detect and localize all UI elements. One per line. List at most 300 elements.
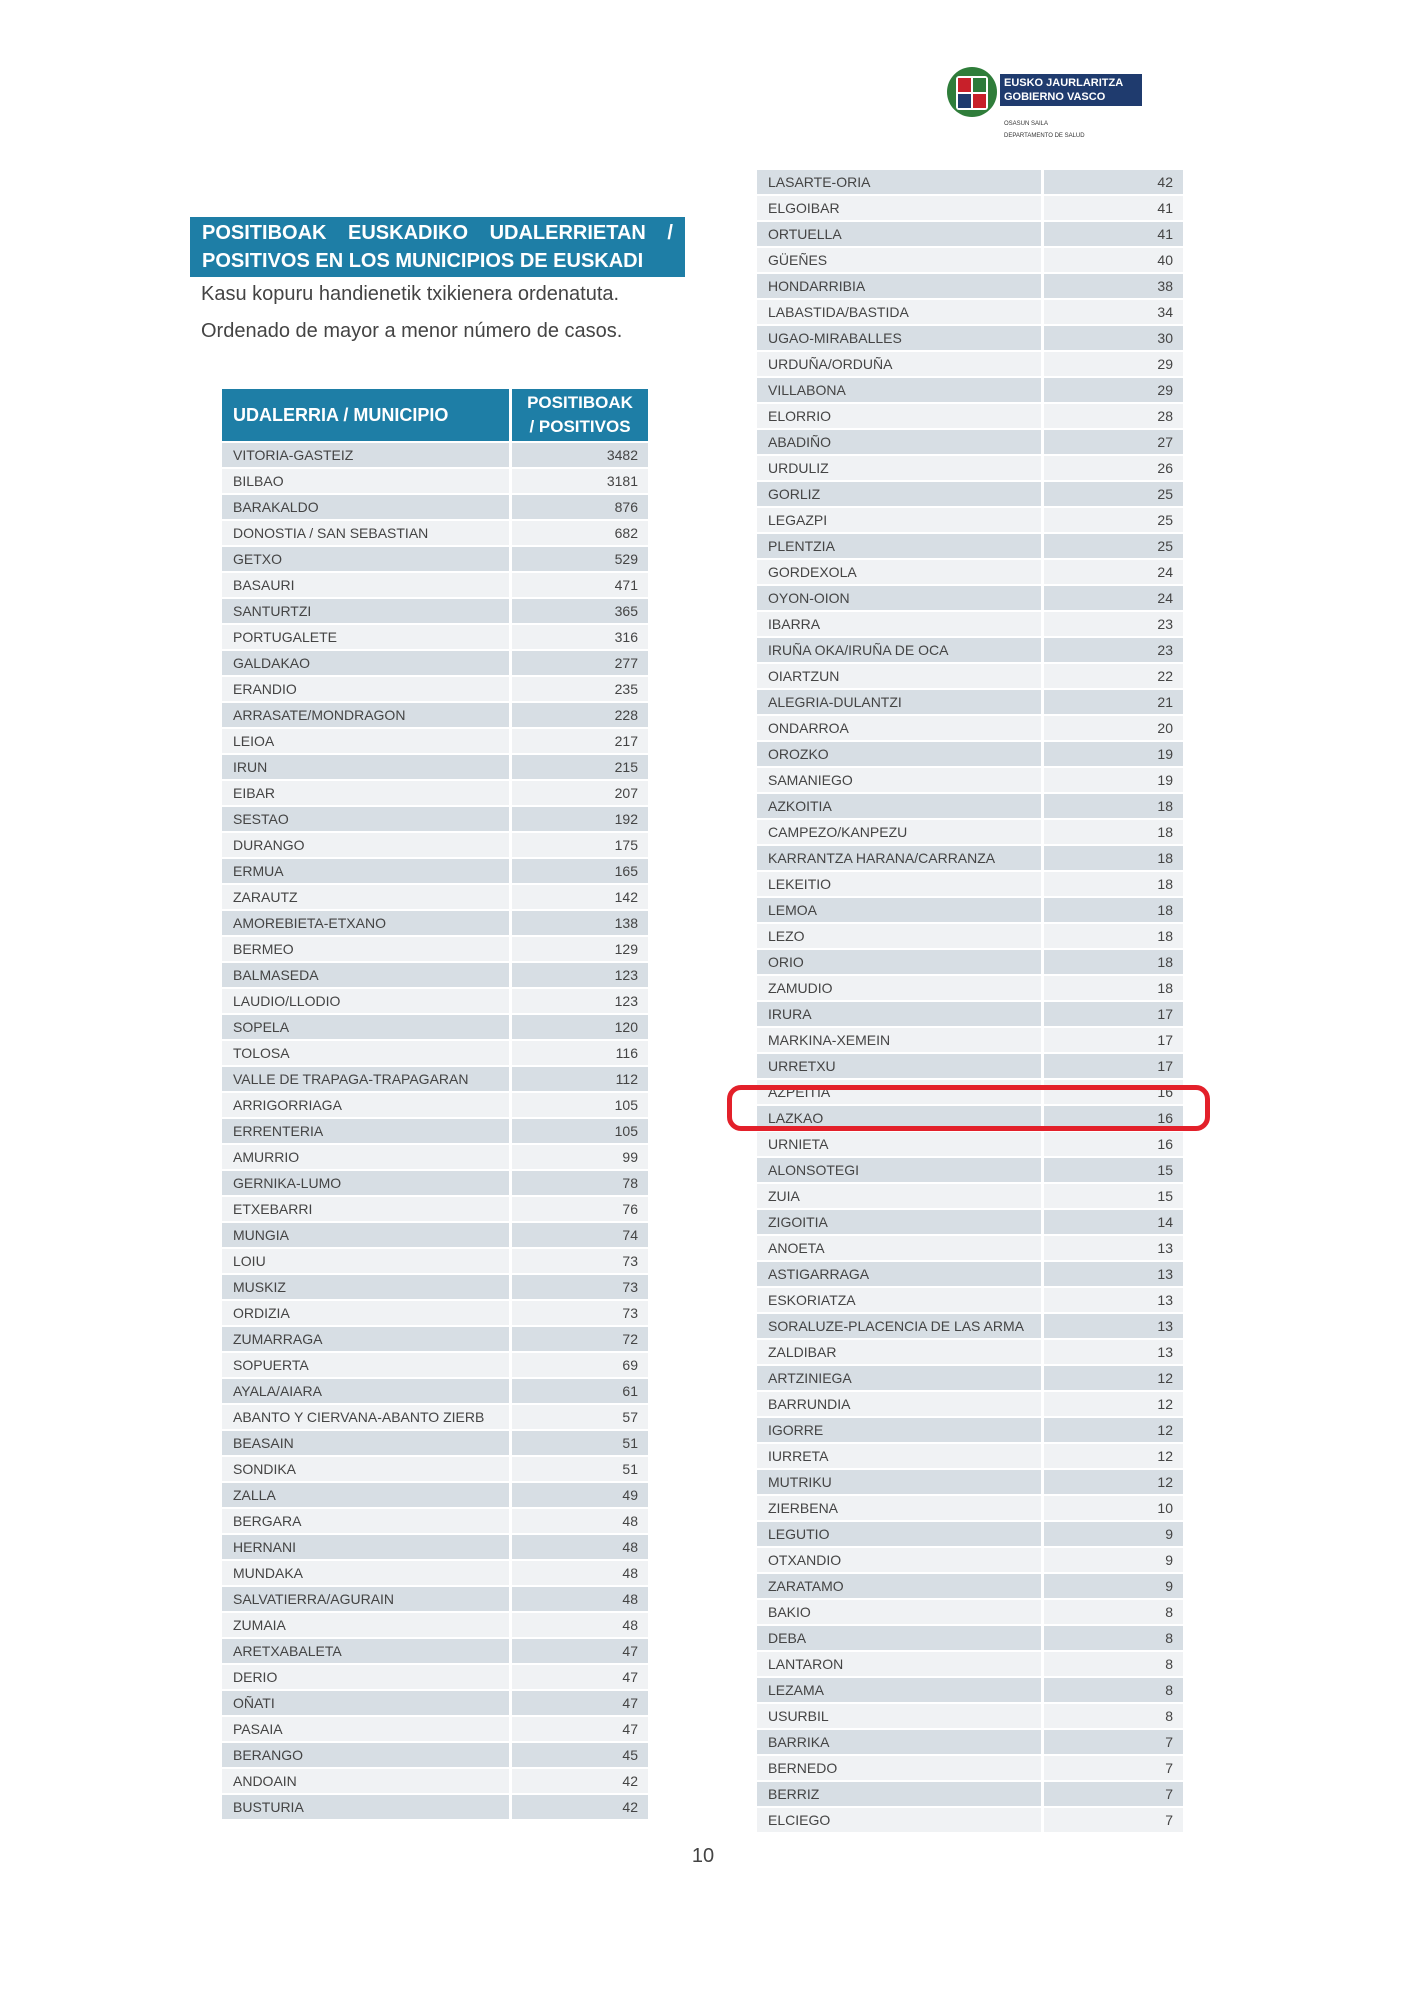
positives-cell: 3482 bbox=[512, 443, 648, 467]
department-label bbox=[1004, 118, 1085, 142]
positives-cell: 16 bbox=[1044, 1106, 1183, 1130]
municipality-cell: ERMUA bbox=[222, 859, 512, 883]
positives-cell: 10 bbox=[1044, 1496, 1183, 1520]
positives-cell: 28 bbox=[1044, 404, 1183, 428]
table-row bbox=[222, 1483, 648, 1507]
positives-cell: 316 bbox=[512, 625, 648, 649]
municipality-cell: IRUN bbox=[222, 755, 512, 779]
positives-cell: 61 bbox=[512, 1379, 648, 1403]
positives-cell: 365 bbox=[512, 599, 648, 623]
table-row bbox=[757, 742, 1183, 766]
municipality-cell: MUTRIKU bbox=[757, 1470, 1044, 1494]
positives-cell: 19 bbox=[1044, 768, 1183, 792]
municipality-cell: ALEGRIA-DULANTZI bbox=[757, 690, 1044, 714]
municipality-cell: LASARTE-ORIA bbox=[757, 170, 1044, 194]
positives-cell: 12 bbox=[1044, 1366, 1183, 1390]
municipality-cell: DONOSTIA / SAN SEBASTIAN bbox=[222, 521, 512, 545]
municipality-cell: ZUMARRAGA bbox=[222, 1327, 512, 1351]
municipality-cell: LEKEITIO bbox=[757, 872, 1044, 896]
table-row bbox=[222, 547, 648, 571]
municipality-cell: IRURA bbox=[757, 1002, 1044, 1026]
positives-cell: 7 bbox=[1044, 1756, 1183, 1780]
municipality-cell: GETXO bbox=[222, 547, 512, 571]
table-row bbox=[757, 1600, 1183, 1624]
table-row bbox=[757, 872, 1183, 896]
municipality-cell: ARTZINIEGA bbox=[757, 1366, 1044, 1390]
table-row bbox=[222, 1509, 648, 1533]
municipality-cell: IRUÑA OKA/IRUÑA DE OCA bbox=[757, 638, 1044, 662]
table-row bbox=[222, 1379, 648, 1403]
positives-cell: 29 bbox=[1044, 352, 1183, 376]
municipality-cell: GALDAKAO bbox=[222, 651, 512, 675]
positives-cell: 8 bbox=[1044, 1600, 1183, 1624]
table-row bbox=[757, 534, 1183, 558]
table-row bbox=[222, 885, 648, 909]
positives-cell: 29 bbox=[1044, 378, 1183, 402]
municipality-cell: LEGAZPI bbox=[757, 508, 1044, 532]
municipality-cell: MUNDAKA bbox=[222, 1561, 512, 1585]
table-row bbox=[222, 1067, 648, 1091]
municipality-cell: ETXEBARRI bbox=[222, 1197, 512, 1221]
table-row bbox=[757, 898, 1183, 922]
subtitle-spanish: Ordenado de mayor a menor número de casos. bbox=[201, 320, 623, 342]
table-row bbox=[757, 846, 1183, 870]
positives-cell: 529 bbox=[512, 547, 648, 571]
positives-cell: 69 bbox=[512, 1353, 648, 1377]
positives-cell: 23 bbox=[1044, 638, 1183, 662]
municipality-cell: URRETXU bbox=[757, 1054, 1044, 1078]
title-word: EUSKADIKO bbox=[348, 222, 469, 244]
table-row bbox=[757, 690, 1183, 714]
municipality-cell: TOLOSA bbox=[222, 1041, 512, 1065]
municipality-cell: URDULIZ bbox=[757, 456, 1044, 480]
positives-cell: 14 bbox=[1044, 1210, 1183, 1234]
subtitle-basque: Kasu kopuru handienetik txikienera ordenatuta. bbox=[201, 283, 620, 305]
positives-cell: 25 bbox=[1044, 482, 1183, 506]
table-row bbox=[757, 326, 1183, 350]
positives-cell: 105 bbox=[512, 1119, 648, 1143]
positives-cell: 72 bbox=[512, 1327, 648, 1351]
municipality-cell: IBARRA bbox=[757, 612, 1044, 636]
table-row bbox=[222, 1327, 648, 1351]
table-row bbox=[222, 1587, 648, 1611]
municipality-cell: ZALLA bbox=[222, 1483, 512, 1507]
positives-cell: 116 bbox=[512, 1041, 648, 1065]
table-row bbox=[757, 274, 1183, 298]
positives-cell: 47 bbox=[512, 1691, 648, 1715]
municipality-cell: BUSTURIA bbox=[222, 1795, 512, 1819]
logo-line-2: GOBIERNO VASCO bbox=[1004, 91, 1106, 103]
positives-cell: 682 bbox=[512, 521, 648, 545]
positives-cell: 217 bbox=[512, 729, 648, 753]
positives-cell: 57 bbox=[512, 1405, 648, 1429]
title-word: / bbox=[667, 222, 673, 244]
positives-cell: 20 bbox=[1044, 716, 1183, 740]
table-row bbox=[757, 1704, 1183, 1728]
table-row bbox=[222, 1353, 648, 1377]
table-row bbox=[757, 404, 1183, 428]
positives-cell: 7 bbox=[1044, 1808, 1183, 1832]
positives-cell: 21 bbox=[1044, 690, 1183, 714]
table-row bbox=[757, 1366, 1183, 1390]
positives-cell: 74 bbox=[512, 1223, 648, 1247]
table-row bbox=[222, 1535, 648, 1559]
municipality-cell: BILBAO bbox=[222, 469, 512, 493]
positives-cell: 7 bbox=[1044, 1730, 1183, 1754]
positives-cell: 48 bbox=[512, 1613, 648, 1637]
municipality-cell: BERGARA bbox=[222, 1509, 512, 1533]
municipality-cell: ONDARROA bbox=[757, 716, 1044, 740]
positives-cell: 12 bbox=[1044, 1418, 1183, 1442]
municipality-cell: ORDIZIA bbox=[222, 1301, 512, 1325]
table-row bbox=[757, 1210, 1183, 1234]
table-row bbox=[222, 1613, 648, 1637]
municipality-cell: BEASAIN bbox=[222, 1431, 512, 1455]
table-body-left bbox=[222, 443, 648, 1819]
positives-cell: 13 bbox=[1044, 1288, 1183, 1312]
table-row bbox=[757, 1782, 1183, 1806]
municipality-cell: ELCIEGO bbox=[757, 1808, 1044, 1832]
municipality-cell: GERNIKA-LUMO bbox=[222, 1171, 512, 1195]
municipality-cell: IURRETA bbox=[757, 1444, 1044, 1468]
table-row bbox=[757, 1184, 1183, 1208]
department-line-1: OSASUN SAILA bbox=[1004, 121, 1049, 127]
positives-cell: 15 bbox=[1044, 1184, 1183, 1208]
table-row bbox=[222, 495, 648, 519]
municipality-cell: HERNANI bbox=[222, 1535, 512, 1559]
municipality-cell: BARRIKA bbox=[757, 1730, 1044, 1754]
positives-cell: 17 bbox=[1044, 1054, 1183, 1078]
table-row bbox=[222, 989, 648, 1013]
table-row bbox=[757, 300, 1183, 324]
positives-cell: 48 bbox=[512, 1509, 648, 1533]
header-municipality: UDALERRIA / MUNICIPIO bbox=[222, 389, 512, 441]
positives-cell: 48 bbox=[512, 1587, 648, 1611]
municipality-cell: ANOETA bbox=[757, 1236, 1044, 1260]
table-row bbox=[222, 781, 648, 805]
municipality-cell: BALMASEDA bbox=[222, 963, 512, 987]
table-row bbox=[757, 352, 1183, 376]
municipality-cell: BARAKALDO bbox=[222, 495, 512, 519]
municipality-cell: ZIGOITIA bbox=[757, 1210, 1044, 1234]
municipality-cell: ZARAUTZ bbox=[222, 885, 512, 909]
municipality-cell: BERRIZ bbox=[757, 1782, 1044, 1806]
positives-cell: 51 bbox=[512, 1457, 648, 1481]
table-row bbox=[757, 560, 1183, 584]
table-row bbox=[222, 1301, 648, 1325]
positives-cell: 22 bbox=[1044, 664, 1183, 688]
positives-cell: 138 bbox=[512, 911, 648, 935]
table-row bbox=[222, 1431, 648, 1455]
table-row bbox=[757, 924, 1183, 948]
municipality-cell: URDUÑA/ORDUÑA bbox=[757, 352, 1044, 376]
logo-line-1: EUSKO JAURLARITZA bbox=[1004, 77, 1124, 89]
table-row bbox=[757, 1756, 1183, 1780]
positives-cell: 13 bbox=[1044, 1236, 1183, 1260]
positives-cell: 8 bbox=[1044, 1652, 1183, 1676]
positives-cell: 16 bbox=[1044, 1080, 1183, 1104]
positives-cell: 471 bbox=[512, 573, 648, 597]
positives-cell: 9 bbox=[1044, 1574, 1183, 1598]
table-row bbox=[757, 794, 1183, 818]
municipality-cell: ARRIGORRIAGA bbox=[222, 1093, 512, 1117]
positives-cell: 16 bbox=[1044, 1132, 1183, 1156]
table-row bbox=[757, 1236, 1183, 1260]
title-word: UDALERRIETAN bbox=[489, 222, 646, 244]
municipality-cell: AZKOITIA bbox=[757, 794, 1044, 818]
municipality-cell: AZPEITIA bbox=[757, 1080, 1044, 1104]
section-title bbox=[190, 217, 685, 277]
positives-cell: 18 bbox=[1044, 924, 1183, 948]
table-row bbox=[757, 1522, 1183, 1546]
positives-cell: 34 bbox=[1044, 300, 1183, 324]
table-row bbox=[222, 1795, 648, 1819]
positives-cell: 73 bbox=[512, 1301, 648, 1325]
municipality-cell: MARKINA-XEMEIN bbox=[757, 1028, 1044, 1052]
table-row bbox=[222, 521, 648, 545]
positives-cell: 38 bbox=[1044, 274, 1183, 298]
municipality-cell: BARRUNDIA bbox=[757, 1392, 1044, 1416]
positives-cell: 24 bbox=[1044, 586, 1183, 610]
positives-cell: 13 bbox=[1044, 1262, 1183, 1286]
table-row bbox=[757, 1808, 1183, 1832]
table-row bbox=[222, 651, 648, 675]
municipality-cell: AMOREBIETA-ETXANO bbox=[222, 911, 512, 935]
table-row bbox=[757, 1054, 1183, 1078]
positives-cell: 18 bbox=[1044, 898, 1183, 922]
municipality-cell: DEBA bbox=[757, 1626, 1044, 1650]
positives-cell: 30 bbox=[1044, 326, 1183, 350]
table-row bbox=[222, 1457, 648, 1481]
municipality-cell: ARETXABALETA bbox=[222, 1639, 512, 1663]
municipality-cell: SESTAO bbox=[222, 807, 512, 831]
municipality-cell: HONDARRIBIA bbox=[757, 274, 1044, 298]
municipality-cell: AYALA/AIARA bbox=[222, 1379, 512, 1403]
municipality-cell: SOPELA bbox=[222, 1015, 512, 1039]
positives-cell: 27 bbox=[1044, 430, 1183, 454]
table-row bbox=[757, 1002, 1183, 1026]
municipality-cell: UGAO-MIRABALLES bbox=[757, 326, 1044, 350]
municipality-cell: LEZAMA bbox=[757, 1678, 1044, 1702]
positives-cell: 9 bbox=[1044, 1522, 1183, 1546]
municipality-cell: ARRASATE/MONDRAGON bbox=[222, 703, 512, 727]
municipality-cell: GÜEÑES bbox=[757, 248, 1044, 272]
table-row bbox=[757, 508, 1183, 532]
positives-cell: 17 bbox=[1044, 1002, 1183, 1026]
table-row bbox=[222, 1171, 648, 1195]
positives-cell: 7 bbox=[1044, 1782, 1183, 1806]
municipality-cell: MUSKIZ bbox=[222, 1275, 512, 1299]
table-row bbox=[757, 1574, 1183, 1598]
header-positives bbox=[512, 389, 648, 441]
municipality-cell: LEZO bbox=[757, 924, 1044, 948]
header-positives-line-1: POSITIBOAK bbox=[527, 393, 633, 412]
table-row bbox=[757, 1730, 1183, 1754]
municipality-cell: ABADIÑO bbox=[757, 430, 1044, 454]
positives-cell: 112 bbox=[512, 1067, 648, 1091]
table-row bbox=[757, 378, 1183, 402]
positives-cell: 228 bbox=[512, 703, 648, 727]
municipality-cell: PASAIA bbox=[222, 1717, 512, 1741]
positives-cell: 23 bbox=[1044, 612, 1183, 636]
government-logo bbox=[946, 62, 1146, 142]
table-row bbox=[222, 599, 648, 623]
table-row bbox=[222, 1665, 648, 1689]
table-row bbox=[757, 482, 1183, 506]
municipality-cell: ASTIGARRAGA bbox=[757, 1262, 1044, 1286]
municipality-cell: KARRANTZA HARANA/CARRANZA bbox=[757, 846, 1044, 870]
table-row bbox=[222, 1015, 648, 1039]
positives-cell: 41 bbox=[1044, 222, 1183, 246]
table-row bbox=[757, 1626, 1183, 1650]
table-row bbox=[222, 1769, 648, 1793]
positives-cell: 8 bbox=[1044, 1678, 1183, 1702]
positives-cell: 15 bbox=[1044, 1158, 1183, 1182]
municipality-cell: BASAURI bbox=[222, 573, 512, 597]
municipality-cell: ERANDIO bbox=[222, 677, 512, 701]
municipality-cell: ABANTO Y CIERVANA-ABANTO ZIERB bbox=[222, 1405, 512, 1429]
positives-cell: 18 bbox=[1044, 846, 1183, 870]
positives-cell: 13 bbox=[1044, 1340, 1183, 1364]
positives-cell: 41 bbox=[1044, 196, 1183, 220]
municipality-cell: ANDOAIN bbox=[222, 1769, 512, 1793]
table-row bbox=[222, 833, 648, 857]
municipality-cell: PLENTZIA bbox=[757, 534, 1044, 558]
positives-cell: 175 bbox=[512, 833, 648, 857]
positives-cell: 12 bbox=[1044, 1470, 1183, 1494]
positives-cell: 25 bbox=[1044, 534, 1183, 558]
table-row bbox=[757, 1314, 1183, 1338]
table-row bbox=[222, 625, 648, 649]
positives-cell: 48 bbox=[512, 1561, 648, 1585]
municipality-cell: IGORRE bbox=[757, 1418, 1044, 1442]
table-row bbox=[222, 1145, 648, 1169]
municipality-cell: PORTUGALETE bbox=[222, 625, 512, 649]
municipality-table-right bbox=[757, 168, 1183, 1834]
table-row bbox=[757, 1678, 1183, 1702]
municipality-cell: ALONSOTEGI bbox=[757, 1158, 1044, 1182]
municipality-cell: DERIO bbox=[222, 1665, 512, 1689]
municipality-cell: SAMANIEGO bbox=[757, 768, 1044, 792]
table-row bbox=[757, 222, 1183, 246]
positives-cell: 18 bbox=[1044, 820, 1183, 844]
table-row bbox=[757, 1340, 1183, 1364]
municipality-cell: BERMEO bbox=[222, 937, 512, 961]
municipality-cell: SALVATIERRA/AGURAIN bbox=[222, 1587, 512, 1611]
positives-cell: 12 bbox=[1044, 1392, 1183, 1416]
municipality-cell: LANTARON bbox=[757, 1652, 1044, 1676]
municipality-cell: DURANGO bbox=[222, 833, 512, 857]
municipality-cell: ZIERBENA bbox=[757, 1496, 1044, 1520]
table-row bbox=[757, 1288, 1183, 1312]
table-row bbox=[757, 716, 1183, 740]
municipality-cell: LOIU bbox=[222, 1249, 512, 1273]
municipality-cell: ZARATAMO bbox=[757, 1574, 1044, 1598]
municipality-cell: MUNGIA bbox=[222, 1223, 512, 1247]
municipality-cell: ORIO bbox=[757, 950, 1044, 974]
municipality-cell: ERRENTERIA bbox=[222, 1119, 512, 1143]
table-row bbox=[757, 1158, 1183, 1182]
table-header-row bbox=[222, 389, 648, 441]
municipality-cell: GORLIZ bbox=[757, 482, 1044, 506]
municipality-table-left bbox=[222, 387, 648, 1821]
table-row bbox=[757, 1392, 1183, 1416]
municipality-cell: OÑATI bbox=[222, 1691, 512, 1715]
positives-cell: 47 bbox=[512, 1665, 648, 1689]
header-positives-line-2: / POSITIVOS bbox=[529, 417, 631, 436]
table-row bbox=[757, 820, 1183, 844]
municipality-cell: LAZKAO bbox=[757, 1106, 1044, 1130]
positives-cell: 207 bbox=[512, 781, 648, 805]
table-row bbox=[757, 612, 1183, 636]
table-row bbox=[757, 456, 1183, 480]
positives-cell: 235 bbox=[512, 677, 648, 701]
municipality-cell: VALLE DE TRAPAGA-TRAPAGARAN bbox=[222, 1067, 512, 1091]
municipality-cell: OTXANDIO bbox=[757, 1548, 1044, 1572]
positives-cell: 76 bbox=[512, 1197, 648, 1221]
municipality-cell: LABASTIDA/BASTIDA bbox=[757, 300, 1044, 324]
municipality-cell: URNIETA bbox=[757, 1132, 1044, 1156]
table-row bbox=[757, 950, 1183, 974]
municipality-cell: LEMOA bbox=[757, 898, 1044, 922]
table-row bbox=[757, 196, 1183, 220]
positives-cell: 123 bbox=[512, 963, 648, 987]
table-row bbox=[222, 1717, 648, 1741]
table-row bbox=[222, 1561, 648, 1585]
municipality-cell: SANTURTZI bbox=[222, 599, 512, 623]
table-row bbox=[757, 768, 1183, 792]
municipality-cell: GORDEXOLA bbox=[757, 560, 1044, 584]
positives-cell: 129 bbox=[512, 937, 648, 961]
table-row bbox=[757, 248, 1183, 272]
positives-cell: 8 bbox=[1044, 1626, 1183, 1650]
table-row bbox=[222, 1743, 648, 1767]
table-row bbox=[222, 573, 648, 597]
municipality-cell: ZUMAIA bbox=[222, 1613, 512, 1637]
positives-cell: 73 bbox=[512, 1249, 648, 1273]
table-row bbox=[222, 1093, 648, 1117]
municipality-cell: BAKIO bbox=[757, 1600, 1044, 1624]
municipality-cell: AMURRIO bbox=[222, 1145, 512, 1169]
municipality-cell: ZAMUDIO bbox=[757, 976, 1044, 1000]
table-row bbox=[222, 963, 648, 987]
positives-cell: 49 bbox=[512, 1483, 648, 1507]
positives-cell: 40 bbox=[1044, 248, 1183, 272]
positives-cell: 120 bbox=[512, 1015, 648, 1039]
table-row bbox=[222, 1249, 648, 1273]
positives-cell: 277 bbox=[512, 651, 648, 675]
table-row bbox=[757, 170, 1183, 194]
table-row bbox=[222, 1223, 648, 1247]
positives-cell: 26 bbox=[1044, 456, 1183, 480]
municipality-cell: BERNEDO bbox=[757, 1756, 1044, 1780]
table-row bbox=[222, 1197, 648, 1221]
table-row bbox=[757, 1418, 1183, 1442]
positives-cell: 19 bbox=[1044, 742, 1183, 766]
municipality-cell: LAUDIO/LLODIO bbox=[222, 989, 512, 1013]
positives-cell: 18 bbox=[1044, 950, 1183, 974]
municipality-cell: OIARTZUN bbox=[757, 664, 1044, 688]
table-row bbox=[222, 729, 648, 753]
positives-cell: 9 bbox=[1044, 1548, 1183, 1572]
positives-cell: 105 bbox=[512, 1093, 648, 1117]
positives-cell: 17 bbox=[1044, 1028, 1183, 1052]
table-row bbox=[222, 807, 648, 831]
table-row bbox=[222, 1639, 648, 1663]
positives-cell: 123 bbox=[512, 989, 648, 1013]
municipality-cell: VILLABONA bbox=[757, 378, 1044, 402]
municipality-cell: ELGOIBAR bbox=[757, 196, 1044, 220]
